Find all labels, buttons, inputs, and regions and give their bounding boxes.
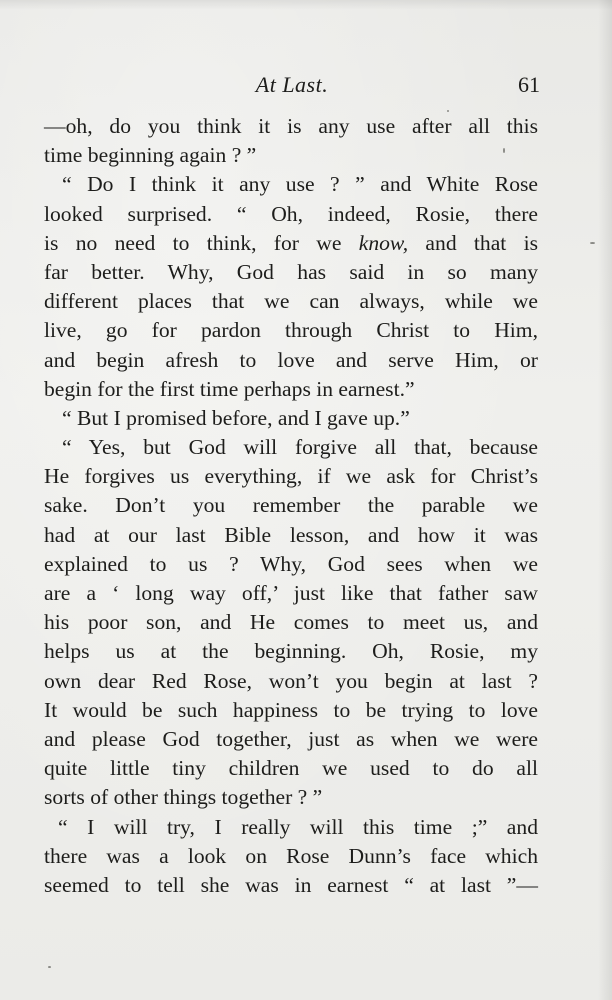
text-line: and please God together, just as when we were	[44, 726, 538, 751]
text-line: “ I will try, I really will this time ;” and	[58, 814, 538, 839]
page-shadow-right	[598, 0, 612, 1000]
page-header	[44, 70, 540, 104]
text-line: seemed to tell she was in earnest “ at last ”—	[44, 872, 538, 897]
paper-speck	[48, 966, 51, 968]
text-line: begin for the first time perhaps in earnest.”	[44, 376, 415, 401]
text-line: “ Yes, but God will forgive all that, because	[62, 435, 538, 460]
text-fragment: is no need to think, for we	[44, 230, 359, 255]
text-line: there was a look on Rose Dunn’s face which	[44, 843, 538, 868]
text-line: “ Do I think it any use ? ” and White Rose	[62, 172, 538, 197]
text-line: his poor son, and He comes to meet us, and	[44, 610, 538, 635]
paper-speck	[590, 242, 595, 244]
text-line: had at our last Bible lesson, and how it was	[44, 522, 538, 547]
text-line: time beginning again ? ”	[44, 143, 257, 168]
text-line: are a ‘ long way off,’ just like that father saw	[44, 581, 538, 605]
paper-speck	[447, 110, 449, 112]
running-title: At Last.	[255, 72, 329, 97]
text-line: helps us at the beginning. Oh, Rosie, my	[44, 639, 538, 664]
body-text	[44, 112, 538, 900]
text-line: explained to us ? Why, God sees when we	[44, 551, 538, 576]
text-fragment: and that is	[408, 230, 538, 255]
paper-speck	[503, 148, 505, 153]
text-line: looked surprised. “ Oh, indeed, Rosie, there	[44, 201, 538, 226]
text-line: He forgives us everything, if we ask for Christ’s	[44, 464, 538, 489]
text-line: own dear Red Rose, won’t you begin at last ?	[44, 668, 538, 693]
text-line: quite little tiny children we used to do all	[44, 756, 538, 781]
text-line: sake. Don’t you remember the parable we	[44, 493, 538, 518]
text-line: live, go for pardon through Christ to Him,	[44, 318, 538, 343]
text-line: “ But I promised before, and I gave up.”	[62, 405, 410, 430]
text-line	[44, 229, 538, 258]
text-line: It would be such happiness to be trying to love	[44, 697, 538, 722]
text-line: —oh, do you think it is any use after all this	[44, 114, 538, 138]
text-line: and begin afresh to love and serve Him, or	[44, 347, 538, 372]
text-line: sorts of other things together ? ”	[44, 785, 323, 810]
text-line: different places that we can always, while we	[44, 289, 538, 314]
text-line: far better. Why, God has said in so many	[44, 259, 538, 284]
emphasis: know,	[358, 230, 409, 255]
page-number: 61	[518, 72, 540, 97]
page-shadow-top	[0, 0, 612, 10]
